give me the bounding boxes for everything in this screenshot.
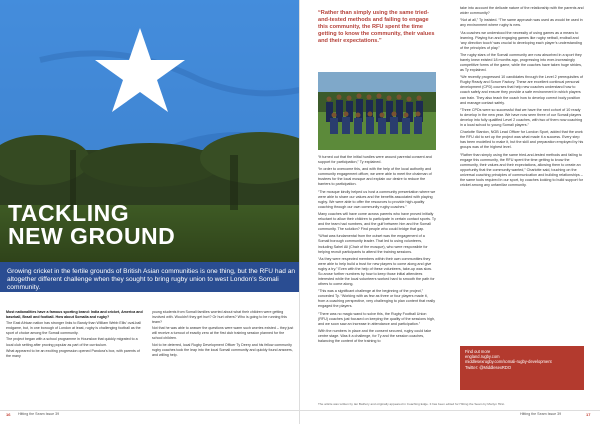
body-paragraph: “There was no magic wand to solve this, the Rugby Football Union (RFU) coaches just focused on keeping the quality of the sessions high, and we soon saw an increase in attendance and participation.” [318, 311, 436, 326]
body-paragraph: “As they were respected members within their own communities they were able to help build a trust for new players to come along and give rugby a try.” Even with the help of these volunteers, take-up was slow. So arose further numbers by how to keep those initial attendees interested while the local volunteers worked hard to smooth the path for others to come along. [318, 256, 435, 287]
body-paragraph: What appeared to be an exciting progression opened Pandora’s box, with parents of the many [6, 348, 140, 358]
find-out-link-2[interactable]: middlesexrugby.com/somali-rugby-development [465, 359, 552, 365]
body-paragraph: “This was a significant challenge at the beginning of the project,” conceded Ty. “Working with as few as three or four players made it, from a coaching perspective, very challenging to plan content that really engaged the players. [318, 289, 436, 309]
body-paragraph: young students from Somali families worried about what their children were getting involved with. Wouldn’t they get hurt? Or hurt others? Who is going to be running this team? [152, 310, 287, 325]
team-photo [318, 72, 436, 150]
page-number-left: 16 [6, 412, 11, 417]
body-paragraph: The East African nation has stronger links to Bandy than William Webb Ellis’ oval-ball endgame, but, in one borough of London at least, rugby is challenging football as the sport of choice among the Somali community. [6, 321, 142, 336]
body-paragraph: “The mosque kindly helped us host a community presentation where we were able to share our values and the benefits associated with playing rugby. We were able to offer the resources to provide high-quality coaching through our own community rugby coaches.” [318, 189, 436, 209]
body-paragraph: Not that he was able to answer the questions were warm such worries existed – they just will receive a turnout of exactly zero at the first club training session planned for the school children. [152, 326, 294, 341]
photo-credit: The article was written by Ian Bathory and originally appeared in Coaching Edge. It has been edited for Hitting the Seam by Martyn Hirst. [318, 402, 505, 406]
body-paragraph: “Three CPDs were so successful that we have the next cohort of 10 ready to develop in the new year. We have now seen three of our Somali players develop into fully qualified Level 2 coaches, with two of them now coaching in a local school to young Somali players.” [460, 107, 583, 127]
headline-line-1: TACKLING [8, 200, 130, 226]
body-paragraph: The project began with a school programme in Hounslow that quickly migrated to a local club setting after proving popular as part of the curriculum. [6, 337, 138, 347]
body-paragraph: “We recently progressed 10 candidates through the Level 2 prerequisites of Rugby Ready and Scrum Factory. These are excellent continual personal development (CPD) courses that help new coaches understand how to coach safely and ensure they provide a safe environment in which players can train. They also teach the coach how to develop correct body position and manage contact safely. [460, 75, 583, 105]
right-column-2 [460, 6, 584, 190]
body-paragraph: “In order to overcome this, and with the help of the local authority and community engagement officer, we were able to meet the chairman of trustees for the local mosque and explain our desire to reduce the barriers to participation. [318, 167, 432, 187]
body-paragraph: The rugby stars of the Somali community are now absorbed in a sport they barely knew existed 18 months ago, progressing into ever-increasingly competitive forms of the game, while the coaches have taken huge strides, as Ty explained. [460, 52, 582, 73]
body-paragraph: “Rather than simply using the same tried-and-tested methods and failing to engage this community, the RFU spent the time getting to know the community, their values and their expectations, allowing them to create an opportunity that the community wanted,” Charlotte said, touching on the universal coaching principles of communication and building relationships – the same tools required in our sport, by coaches looking to build support for cricket among any unfamiliar community. [460, 152, 583, 187]
body-paragraph: Charlotte Stanton, NGB Lead Officer for London Sport, added that the work the RFU did to set up the project was what made it a success. Every step has been modelled to make it, but the skill and preparation employed by his groups was of the highest level. [460, 130, 584, 150]
footer-title-right: Hitting the Seam Issue 39 [520, 412, 562, 416]
pull-quote: “Rather than simply using the same tried-and-tested methods and failing to engage this community, the RFU spent the time getting to know the community, their values and their expectations.” [318, 10, 435, 44]
find-out-heading: Find out more [465, 349, 491, 354]
body-paragraph: “Not at all,” Ty insisted. “The same approach was used as would be used in any environment where rugby is new. [460, 18, 583, 28]
headline [8, 202, 175, 248]
find-out-link-1[interactable]: england.rugby.com [465, 354, 500, 360]
team-group-photo [318, 72, 436, 150]
intro-text: Growing cricket in the fertile grounds of British Asian communities is one thing, but the RFU had an altogether different challenge when they sought to bring rugby union to west London’s Somali community. [7, 268, 296, 292]
find-out-twitter[interactable]: Twitter: @MiddlesexRDO [465, 364, 512, 370]
left-column-2 [152, 310, 294, 359]
lede-paragraph: Most nationalities have a famous sporting brand: India and cricket, America and baseball, Brazil and football. How about Somalia and rugby? [6, 310, 143, 320]
body-paragraph: take into account the delicate nature of the relationship with the parents and wider community? [460, 6, 584, 16]
body-paragraph: “As coaches we understood the necessity of using games as a means to learning. Playing fun and engaging games like rugby netball, endball and ‘any direction touch’ was crucial to developing each player’s understanding of the principles of play.” [460, 30, 582, 50]
body-paragraph: With the numbers in place and the consent secured, rugby could take centre stage. Was it a challenge, for Ty and the session coaches, balancing the content of the training to [318, 328, 432, 344]
left-column-1 [6, 310, 144, 360]
footer-title-left: Hitting the Seam Issue 39 [18, 412, 60, 416]
body-paragraph: “What was fundamental from the outset was the engagement of a Somali borough community leader. That led to using volunteers, including Sahel Ali (Chair of the mosque), who were responsible for helping recruit participants to attend the training sessions. [318, 234, 428, 254]
page-number-right: 17 [586, 412, 591, 417]
body-paragraph: Many coaches will have come across parents who have proved initially reluctant to allow their children to participate in certain contact sports. Ty and the team had numbers, and the gulf between him and the Somali community. The solution? Find people who could bridge that gap. [318, 212, 436, 232]
body-paragraph: Not to be deterred, local Rugby Development Officer Ty Deery and his fellow community rugby coaches took the leap into the local Somali community and quickly found answers, and willing help. [152, 342, 293, 357]
find-out-more-box [460, 346, 584, 390]
headline-line-2: NEW GROUND [8, 223, 176, 249]
body-paragraph: “It turned out that the initial hurdles were around parental consent and support for participation,” Ty explained. [318, 155, 432, 165]
right-column-1 [318, 155, 436, 346]
